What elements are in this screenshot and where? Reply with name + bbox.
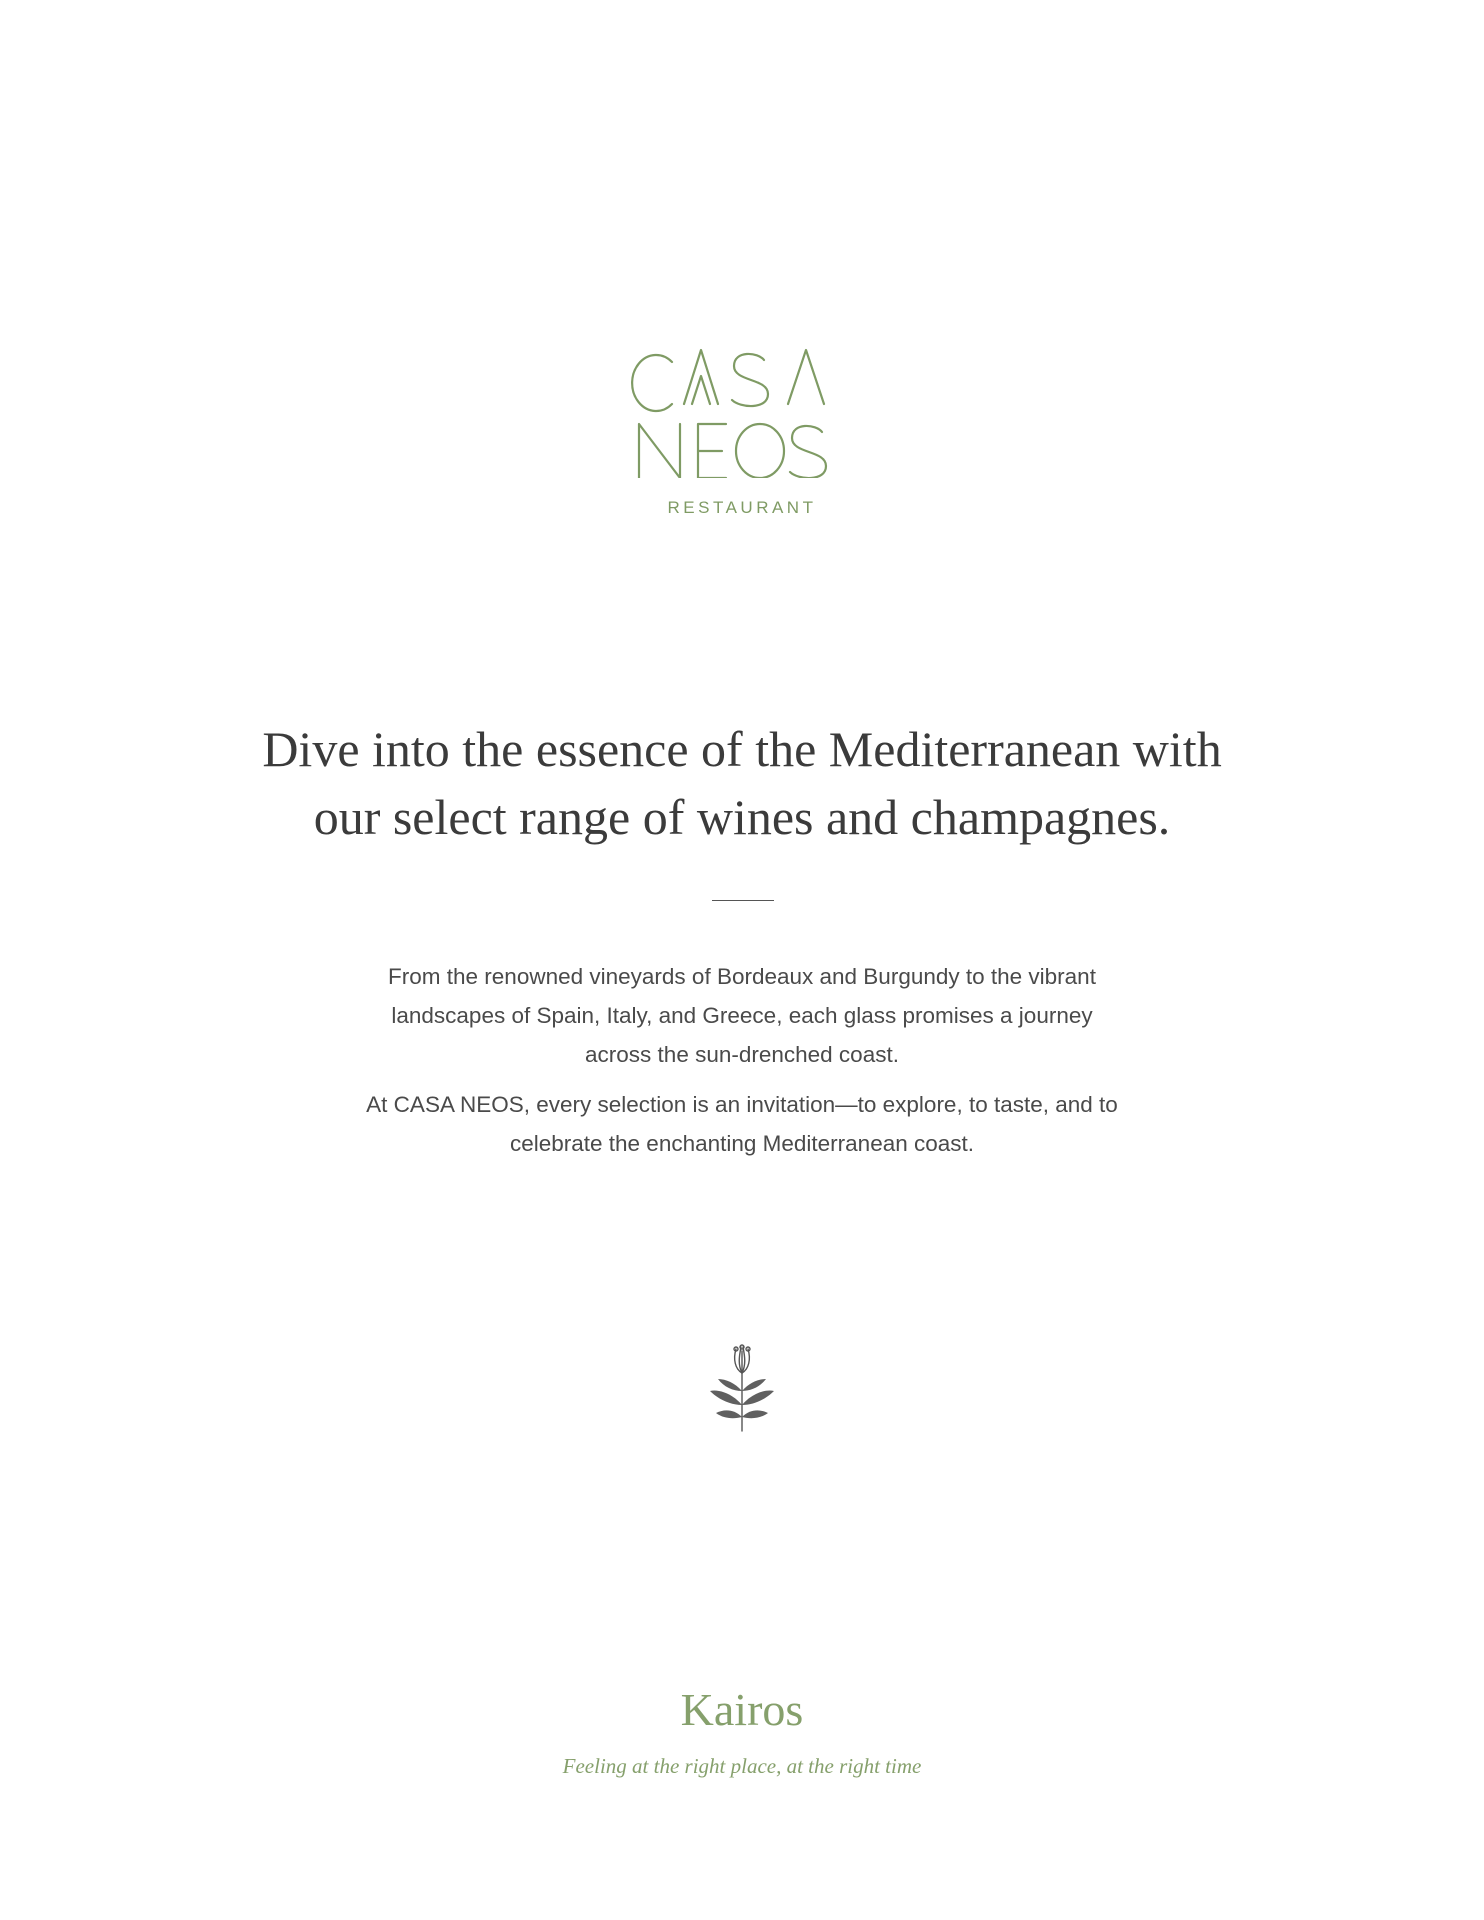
kairos-title: Kairos — [680, 1684, 804, 1735]
intro-text — [360, 957, 1124, 1174]
headline — [200, 715, 1284, 851]
intro-paragraph-1: From the renowned vineyards of Bordeaux and Burgundy to the vibrant landscapes of Spain, Italy, and Greece, each glass promises a journey across the sun-drenched coast. — [388, 964, 1096, 1067]
logo-wordmark-icon — [622, 338, 862, 478]
intro-paragraph-2: At CASA NEOS, every selection is an invitation—to explore, to taste, and to celebrate the enchanting Mediterranean coast. — [366, 1092, 1118, 1156]
headline-line-2: our select range of wines and champagnes. — [313, 789, 1171, 845]
plant-sprig-icon — [702, 1343, 782, 1433]
kairos-tagline: Feeling at the right place, at the right time — [562, 1754, 922, 1778]
divider-line — [712, 900, 774, 901]
logo-subtitle: RESTAURANT — [667, 498, 817, 517]
headline-line-1: Dive into the essence of the Mediterranean with — [262, 721, 1222, 777]
